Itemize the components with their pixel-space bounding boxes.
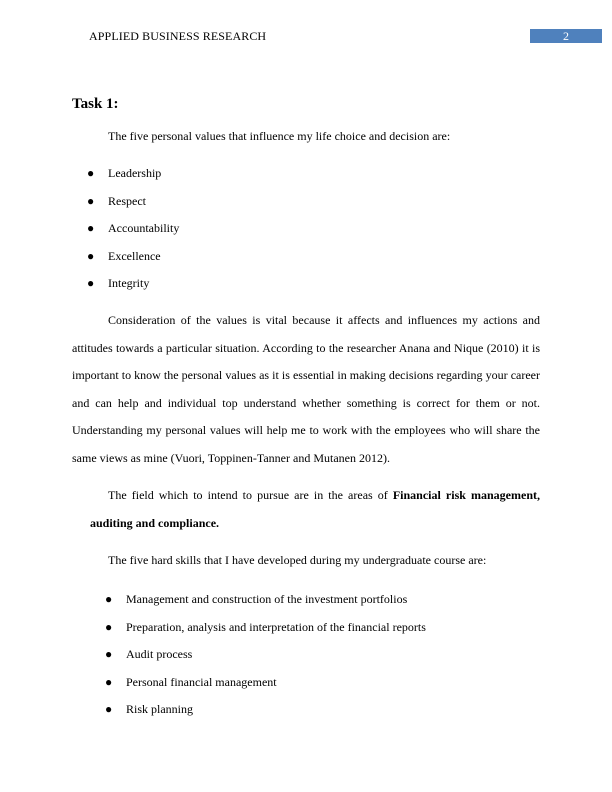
hard-skills-list bbox=[0, 591, 426, 729]
list-item bbox=[0, 591, 426, 619]
list-item-text: Management and construction of the investment portfolios bbox=[126, 592, 408, 606]
list-item bbox=[0, 220, 179, 248]
list-item-text: Risk planning bbox=[126, 702, 194, 716]
list-item bbox=[0, 619, 426, 647]
hard-skills-intro: The five hard skills that I have developed during my undergraduate course are: bbox=[108, 553, 487, 567]
page-number: 2 bbox=[530, 29, 602, 43]
values-list bbox=[0, 165, 179, 303]
list-item bbox=[0, 193, 179, 221]
list-item bbox=[0, 674, 426, 702]
bullet-icon: ● bbox=[87, 221, 95, 235]
list-item-text: Respect bbox=[108, 193, 146, 208]
bullet-icon: ● bbox=[87, 193, 95, 208]
values-intro: The five personal values that influence my life choice and decision are: bbox=[108, 129, 451, 143]
list-item-text: Leadership bbox=[108, 166, 162, 180]
list-item-text: Accountability bbox=[108, 221, 180, 235]
bullet-icon: ● bbox=[87, 248, 95, 263]
list-item-text: Audit process bbox=[126, 647, 193, 661]
field-paragraph-lead: The field which to intend to pursue are in the areas of bbox=[108, 488, 393, 502]
bullet-icon: ● bbox=[105, 702, 113, 716]
bullet-icon: ● bbox=[105, 619, 113, 634]
list-item-text: Preparation, analysis and interpretation of the financial reports bbox=[126, 619, 426, 634]
bullet-icon: ● bbox=[87, 166, 95, 180]
values-paragraph: Consideration of the values is vital because it affects and influences my actions and attitudes towards a particular situation. According to the researcher Anana and Nique (2010) it is important to know the personal values as it is essential in making decisions regarding your career and can help and individual top understand whether something is correct for them or not. Understanding my personal values will help me to work with the employees who will share the same views as mine (Vuori, Toppinen-Tanner and Mutanen 2012). bbox=[72, 313, 540, 465]
list-item bbox=[0, 701, 426, 729]
list-item bbox=[0, 275, 179, 303]
list-item-text: Excellence bbox=[108, 248, 161, 263]
bullet-icon: ● bbox=[105, 674, 113, 689]
list-item-text: Integrity bbox=[108, 276, 150, 290]
field-paragraph-bold: Financial risk management, auditing and compliance. bbox=[90, 488, 540, 530]
bullet-icon: ● bbox=[105, 592, 113, 606]
task-title: Task 1: bbox=[72, 96, 119, 112]
list-item bbox=[0, 165, 179, 193]
bullet-icon: ● bbox=[87, 276, 95, 290]
bullet-icon: ● bbox=[105, 647, 113, 661]
list-item-text: Personal financial management bbox=[126, 674, 277, 689]
running-head: APPLIED BUSINESS RESEARCH bbox=[89, 29, 267, 43]
list-item bbox=[0, 646, 426, 674]
list-item bbox=[0, 248, 179, 276]
field-paragraph bbox=[90, 482, 540, 537]
